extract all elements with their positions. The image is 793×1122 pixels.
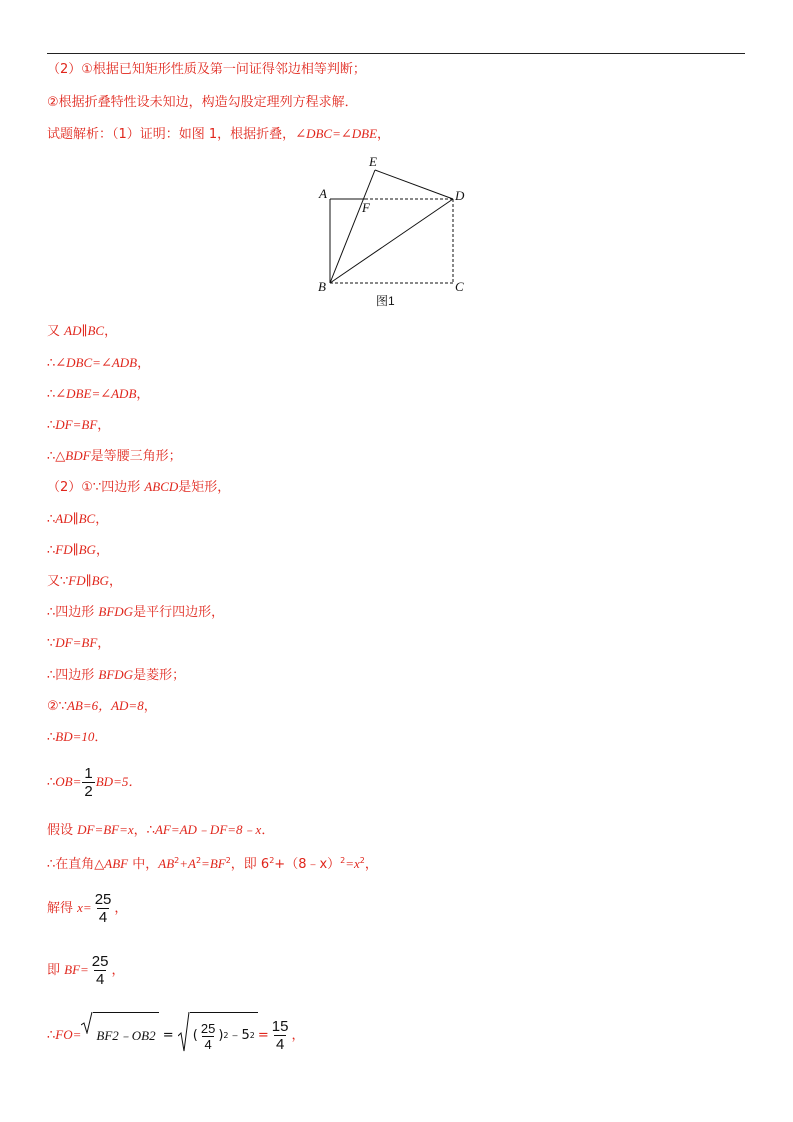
edge-ED [375,170,453,199]
intro-text: 试题解析：（1）证明：如图 1，根据折叠， [47,127,296,142]
ob-line: ∴OB= $\frac{1}{2}$ BD=5． [47,765,142,800]
step-line: ∵DF=BF， [47,635,111,651]
fraction: $\frac{1}{2}$ [84,765,93,800]
step-line: ∴∠DBC=∠ADB， [47,355,151,371]
geometry-figure-1 [300,150,480,315]
label-F: F [362,200,370,215]
step-line: ∴AD∥BC， [47,511,109,527]
pythagoras-line: ∴在直角△ABF 中，$AB^2+A^2=BF^2$，即 $6^2+(8﹣x)^2=x^2$， [47,856,378,872]
step-line: ∴BD=10． [47,729,108,745]
step-line: ∴FD∥BG， [47,542,109,558]
label-D: D [455,188,465,203]
step-line: ∴∠DBE=∠ADB， [47,386,150,402]
hint-text: （2）①根据已知矩形性质及第一问证得邻边相等判断； [47,62,366,77]
fraction: $\frac{25}{4}$ [200,1020,216,1052]
solution-intro [47,125,390,144]
step-line: ∴△BDF是等腰三角形； [47,448,182,464]
figure-caption: 图1 [376,294,395,308]
step-line: （2）①∵四边形 ABCD是矩形， [47,479,231,495]
edge-BD [330,199,453,283]
step-line: ∴四边形 BFDG是菱形； [47,667,186,683]
square-root: ( $\frac{25}{4}$ ) 2 ﹣5 2 [178,1012,258,1059]
step-line: ∴四边形 BFDG是平行四边形， [47,604,225,620]
header-rule [47,53,745,54]
assume-line: 假设 DF=BF=x，∴AF=AD﹣DF=8﹣x． [47,822,275,838]
solve-bf-line: 即 BF= $\frac{25}{4}$ ， [47,953,125,988]
fraction: $\frac{15}{4}$ [271,1018,289,1053]
solve-x-line: 解得 x= $\frac{25}{4}$ ， [47,891,128,926]
step-line: ②∵AB=6，AD=8， [47,698,157,714]
label-C: C [455,279,464,294]
hint-line-2 [47,94,358,112]
label-B: B [318,279,326,294]
hint-line-1 [47,61,366,79]
label-A: A [319,186,327,201]
intro-suffix: ， [377,127,391,142]
intro-math: ∠DBC=∠DBE [295,126,378,141]
fraction: $\frac{25}{4}$ [94,891,112,926]
fo-line: ∴FO= BF2﹣OB2 = ( $\frac{25}{4}$ ) 2 ﹣5 2 = $\frac{15}{4}$ ， [47,1012,304,1059]
step-line: 又∵FD∥BG， [47,573,122,589]
label-E: E [369,154,377,169]
step-line: 又 AD∥BC， [47,323,118,339]
edge-BE [330,170,375,283]
hint-text: ②根据折叠特性设未知边，构造勾股定理列方程求解． [47,95,358,110]
step-line: ∴DF=BF， [47,417,111,433]
fraction: $\frac{25}{4}$ [91,953,109,988]
square-root: BF2﹣OB2 [81,1012,158,1059]
